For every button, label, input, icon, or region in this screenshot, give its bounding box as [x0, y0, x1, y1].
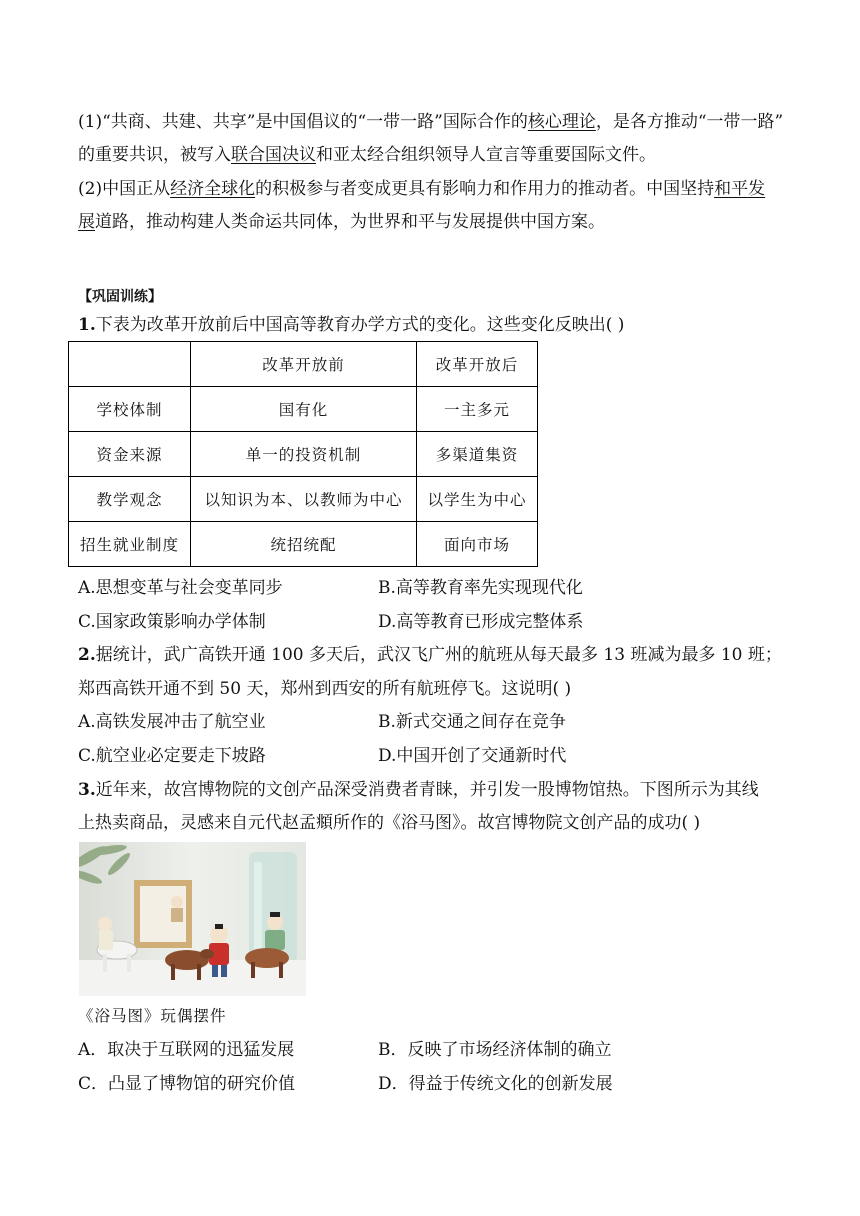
- q1-option-a: A.思想变革与社会变革同步: [78, 578, 283, 598]
- question-text: 下表为改革开放前后中国高等教育办学方式的变化。这些变化反映出( ): [95, 315, 625, 335]
- section-title: 【巩固训练】: [78, 289, 162, 305]
- table-cell: 教学观念: [69, 477, 191, 522]
- text-segment: 和亚太经合组织领导人宣言等重要国际文件。: [316, 145, 656, 165]
- underlined-term: 和平发: [714, 179, 766, 199]
- q1-option-b: B.高等教育率先实现现代化: [378, 578, 583, 598]
- figurine-photo-illustration: [79, 842, 306, 996]
- table-row: [69, 522, 538, 567]
- table-header-cell: [69, 342, 191, 387]
- q2-option-a: A.高铁发展冲击了航空业: [78, 712, 266, 732]
- table-header-cell: 改革开放前: [191, 342, 417, 387]
- q3-option-b: B．反映了市场经济体制的确立: [378, 1040, 612, 1060]
- figurine-photo: [79, 842, 306, 996]
- question-3-stem-line-1: [78, 778, 759, 802]
- question-number: 2.: [78, 645, 96, 665]
- underlined-term: 联合国决议: [231, 145, 316, 165]
- text-segment: ，是各方推动“一带一路”: [595, 112, 784, 132]
- question-text: 据统计，武广高铁开通 100 多天后，武汉飞广州的航班从每天最多 13 班减为最多 10 班；: [95, 645, 782, 665]
- intro-paragraph-1-line-2: [78, 143, 656, 167]
- education-comparison-table: [68, 341, 538, 567]
- question-1-stem: [78, 313, 624, 337]
- intro-paragraph-2-line-1: [78, 177, 765, 201]
- table-header-cell: 改革开放后: [417, 342, 538, 387]
- intro-paragraph-1-line-1: [78, 110, 783, 134]
- intro-paragraph-2-line-2: [78, 210, 605, 234]
- q2-option-d: D.中国开创了交通新时代: [378, 746, 567, 766]
- text-segment: 道路，推动构建人类命运共同体，为世界和平与发展提供中国方案。: [95, 212, 605, 232]
- table-cell: 以知识为本、以教师为中心: [191, 477, 417, 522]
- table-cell: 招生就业制度: [69, 522, 191, 567]
- table-cell: 面向市场: [417, 522, 538, 567]
- table-cell: 多渠道集资: [417, 432, 538, 477]
- table-row: [69, 432, 538, 477]
- underlined-term: 经济全球化: [170, 179, 256, 199]
- table-cell: 学校体制: [69, 387, 191, 432]
- q2-option-c: C.航空业必定要走下坡路: [78, 746, 266, 766]
- question-3-stem-line-2: 上热卖商品，灵感来自元代赵孟頫所作的《浴马图》。故宫博物院文创产品的成功( ): [78, 813, 701, 833]
- table-cell: 国有化: [191, 387, 417, 432]
- table-cell: 以学生为中心: [417, 477, 538, 522]
- q2-option-b: B.新式交通之间存在竞争: [378, 712, 566, 732]
- text-segment: 的重要共识，被写入: [78, 145, 231, 165]
- table-cell: 一主多元: [417, 387, 538, 432]
- table-cell: 资金来源: [69, 432, 191, 477]
- table-header-row: [69, 342, 538, 387]
- text-segment: (1)“共商、共建、共享”是中国倡议的“一带一路”国际合作的: [78, 112, 528, 132]
- table-cell: 单一的投资机制: [191, 432, 417, 477]
- table-row: [69, 387, 538, 432]
- q3-option-d: D．得益于传统文化的创新发展: [378, 1074, 613, 1094]
- question-2-stem-line-1: [78, 643, 782, 667]
- underlined-term: 核心理论: [527, 112, 596, 132]
- question-number: 3.: [78, 780, 96, 800]
- q3-option-a: A．取决于互联网的迅猛发展: [78, 1040, 295, 1060]
- question-text: 近年来，故宫博物院的文创产品深受消费者青睐，并引发一股博物馆热。下图所示为其线: [95, 780, 759, 800]
- q1-option-d: D.高等教育已形成完整体系: [378, 612, 584, 632]
- underlined-term: 展: [78, 212, 95, 232]
- question-2-stem-line-2: 郑西高铁开通不到 50 天，郑州到西安的所有航班停飞。这说明( ): [78, 679, 572, 699]
- text-segment: (2)中国正从: [78, 179, 171, 199]
- q1-option-c: C.国家政策影响办学体制: [78, 612, 266, 632]
- q3-option-c: C．凸显了博物馆的研究价值: [78, 1074, 296, 1094]
- photo-caption: 《浴马图》玩偶摆件: [78, 1007, 227, 1025]
- table-row: [69, 477, 538, 522]
- text-segment: 的积极参与者变成更具有影响力和作用力的推动者。中国坚持: [255, 179, 715, 199]
- table-cell: 统招统配: [191, 522, 417, 567]
- question-number: 1.: [78, 315, 96, 335]
